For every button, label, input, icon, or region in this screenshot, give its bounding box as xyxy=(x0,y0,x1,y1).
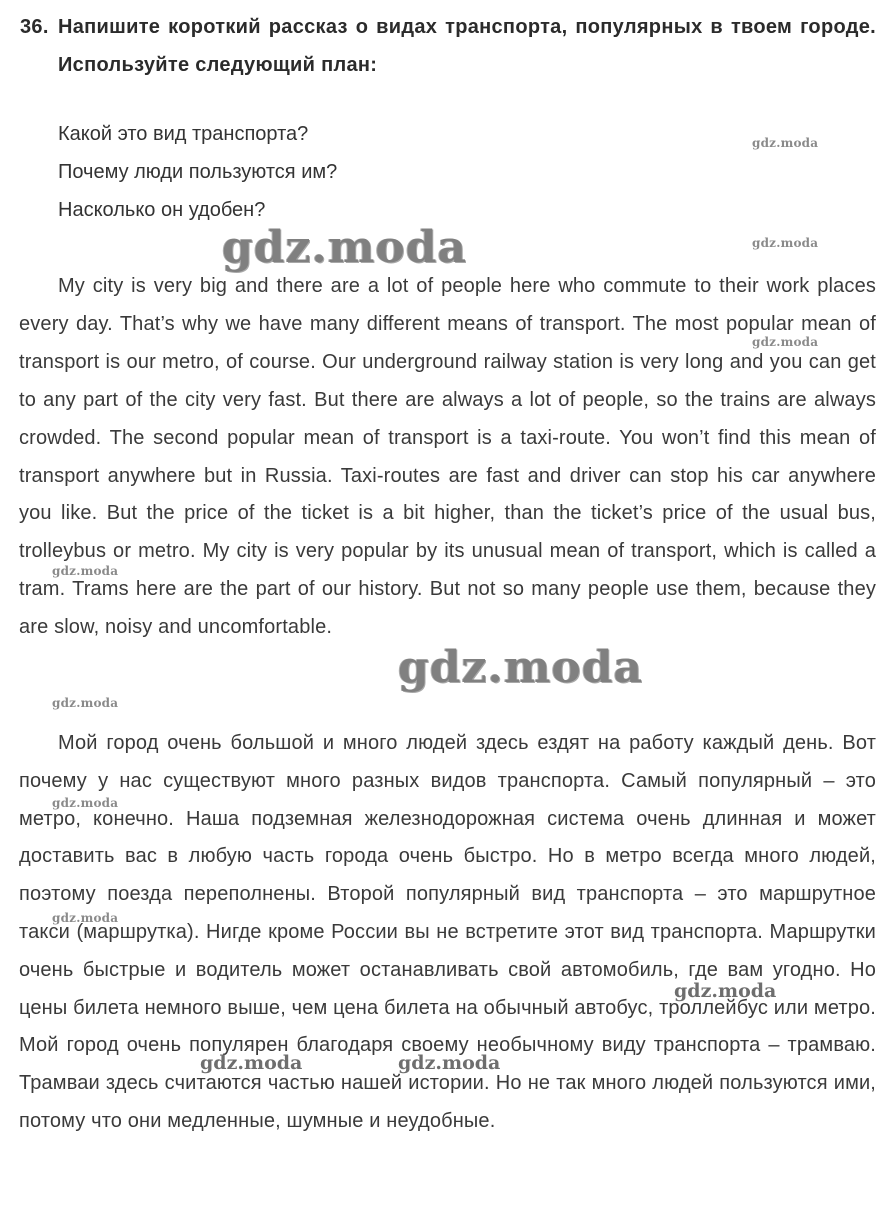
watermark-small: gdz.moda xyxy=(52,696,119,710)
watermark-medium: gdz.moda xyxy=(200,1052,303,1074)
plan-question-1: Какой это вид транспорта? xyxy=(58,123,309,145)
watermark-small: gdz.moda xyxy=(52,564,119,578)
plan-list xyxy=(58,115,337,229)
watermark-small: gdz.moda xyxy=(752,335,819,349)
watermark-medium: gdz.moda xyxy=(674,980,777,1002)
task-text: Напишите короткий рассказ о видах транспорта, популярных в твоем городе. Используйте следующий план: xyxy=(58,16,876,76)
watermark-small: gdz.moda xyxy=(752,236,819,250)
watermark-large: gdz.moda xyxy=(222,222,468,273)
watermark-large: gdz.moda xyxy=(398,642,644,693)
watermark-small: gdz.moda xyxy=(52,796,119,810)
watermark-medium: gdz.moda xyxy=(398,1052,501,1074)
task-heading xyxy=(20,8,876,84)
russian-paragraph: Мой город очень большой и много людей здесь ездят на работу каждый день. Вот почему у нас существуют много разных видов транспорта. Самый популярный – это метро, конечно. Наша подземная железнодорожная система очень длинная и может доставить вас в любую часть города очень быстро. Но в метро всегда много людей, поэтому поезда переполнены. Второй популярный вид транспорта – это маршрутное такси (маршрутка). Нигде кроме России вы не встретите этот вид транспорта. Маршрутки очень быстрые и водитель может останавливать свой автомобиль, где вам угодно. Но цены билета немного выше, чем цена билета на обычный автобус, троллейбус или метро. Мой город очень популярен благодаря своему необычному виду транспорта – трамваю. Трамваи здесь считаются частью нашей истории. Но не так много людей пользуются ими, потому что они медленные, шумные и неудобные. xyxy=(19,732,876,1132)
plan-question-2: Почему люди пользуются им? xyxy=(58,161,338,183)
plan-question-3: Насколько он удобен? xyxy=(58,199,266,221)
english-paragraph: My city is very big and there are a lot of people here who commute to their work places every day. That’s why we have many different means of transport. The most popular mean of transport is our metro, of course. Our underground railway station is very long and you can get to any part of the city very fast. But there are always a lot of people, so the trains are always crowded. The second popular mean of transport is a taxi-route. You won’t find this mean of transport anywhere but in Russia. Taxi-routes are fast and driver can stop his car anywhere you like. But the price of the ticket is a bit higher, than the ticket’s price of the usual bus, trolleybus or metro. My city is very popular by its unusual mean of transport, which is called a tram. Trams here are the part of our history. But not so many people use them, because they are slow, noisy and uncomfortable. xyxy=(19,275,876,639)
watermark-small: gdz.moda xyxy=(52,911,119,925)
task-number: 36. xyxy=(20,16,49,38)
watermark-small: gdz.moda xyxy=(752,136,819,150)
